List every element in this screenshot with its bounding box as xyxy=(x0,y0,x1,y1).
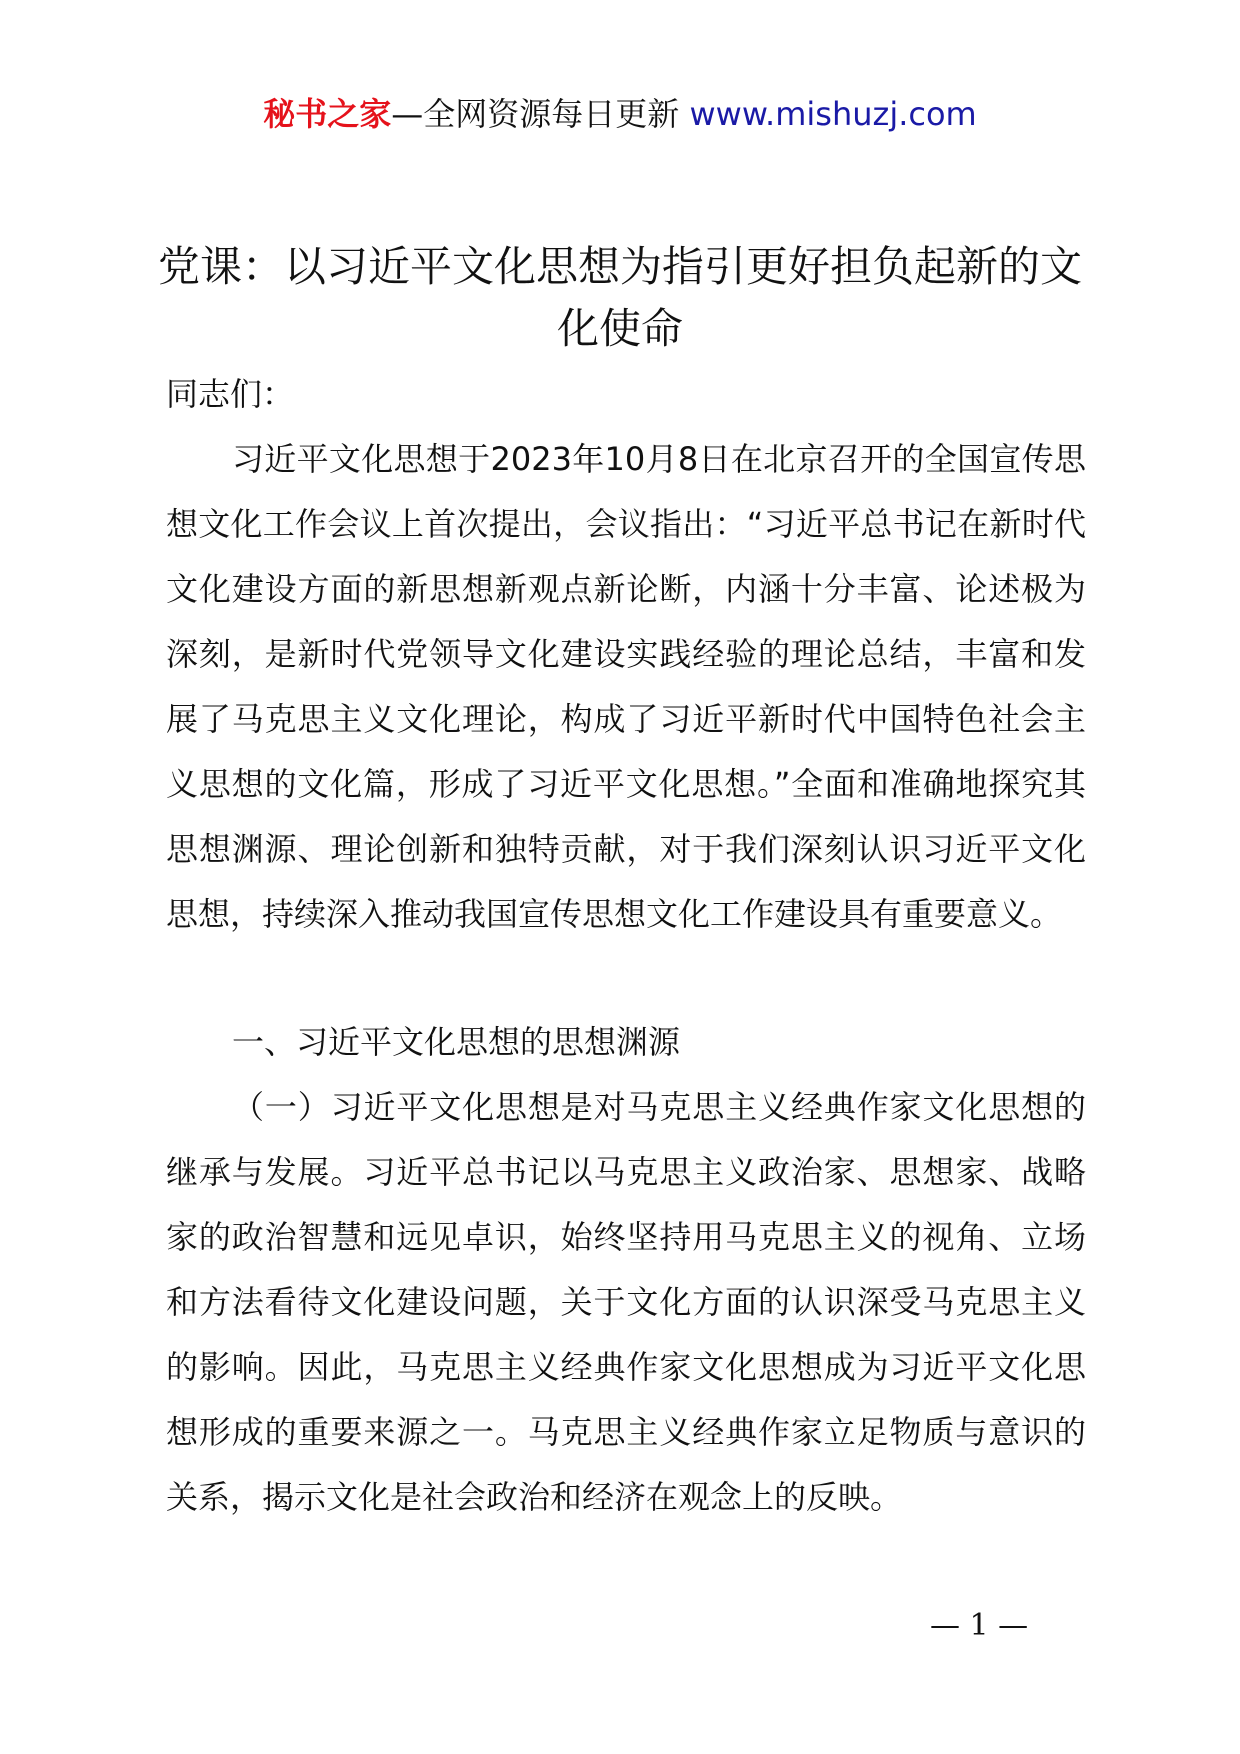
paragraph-intro: 习近平文化思想于2023年10月8日在北京召开的全国宣传思想文化工作会议上首次提出，会议指出：“习近平总书记在新时代文化建设方面的新思想新观点新论断，内涵十分丰富、论述极为深刻，是新时代党领导文化建设实践经验的理论总结，丰富和发展了马克思主义文化理论，构成了习近平新时代中国特色社会主义思想的文化篇，形成了习近平文化思想。”全面和准确地探究其思想渊源、理论创新和独特贡献，对于我们深刻认识习近平文化思想，持续深入推动我国宣传思想文化工作建设具有重要意义。 xyxy=(166,440,1086,933)
section-heading: 一、习近平文化思想的思想渊源 xyxy=(232,1023,681,1061)
site-header xyxy=(0,94,1240,134)
document-title: 党课：以习近平文化思想为指引更好担负起新的文化使命 xyxy=(157,242,1082,353)
salutation: 同志们： xyxy=(166,375,295,413)
site-url-link[interactable]: www.mishuzj.com xyxy=(689,95,977,133)
header-tagline: —全网资源每日更新 xyxy=(391,95,690,133)
paragraph-section-1: （一）习近平文化思想是对马克思主义经典作家文化思想的继承与发展。习近平总书记以马克思主义政治家、思想家、战略家的政治智慧和远见卓识，始终坚持用马克思主义的视角、立场和方法看待文化建设问题，关于文化方面的认识深受马克思主义的影响。因此，马克思主义经典作家文化思想成为习近平文化思想形成的重要来源之一。马克思主义经典作家立足物质与意识的关系，揭示文化是社会政治和经济在观念上的反映。 xyxy=(166,1088,1086,1516)
page-number: — 1 — xyxy=(930,1608,1029,1643)
brand-name: 秘书之家 xyxy=(263,95,392,133)
